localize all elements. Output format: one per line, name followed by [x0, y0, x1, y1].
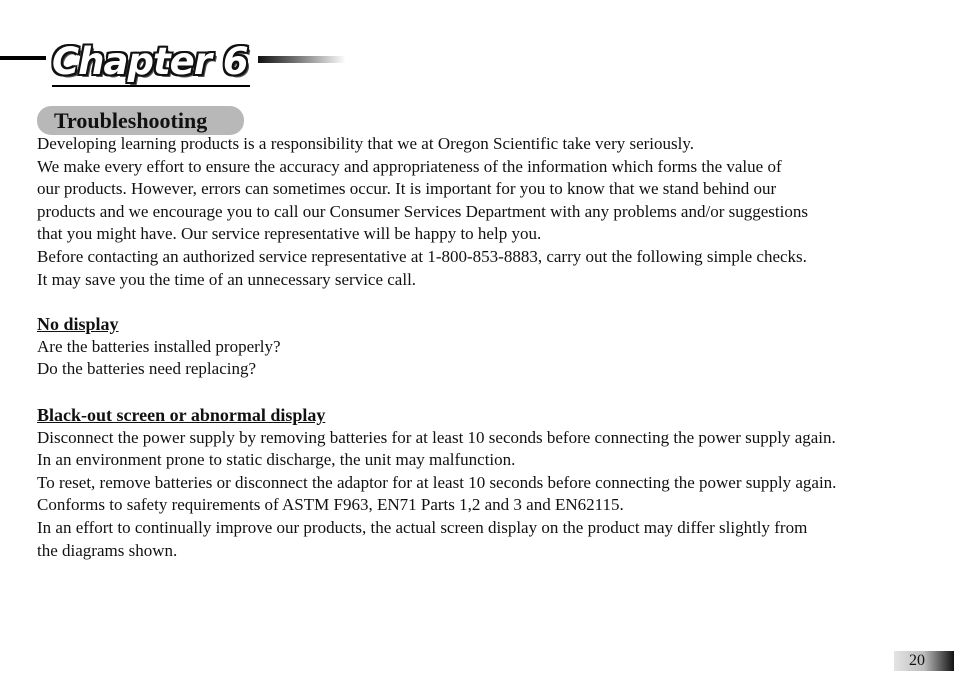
- spacer: [37, 381, 937, 404]
- document-body: [37, 133, 937, 562]
- intro-line: that you might have. Our service representative will be happy to help you.: [37, 224, 542, 244]
- blackout-line: Conforms to safety requirements of ASTM F963, EN71 Parts 1,2 and 3 and EN62115.: [37, 495, 624, 515]
- no-display-line: Do the batteries need replacing?: [37, 359, 257, 379]
- intro-line: We make every effort to ensure the accuracy and appropriateness of the information which forms the value of: [37, 156, 782, 176]
- intro-line: Developing learning products is a responsibility that we at Oregon Scientific take very seriously.: [37, 134, 695, 153]
- intro-line: It may save you the time of an unnecessary service call.: [37, 269, 417, 289]
- chapter-rule-right: [258, 56, 346, 63]
- no-display-section: [37, 313, 937, 381]
- blackout-line: In an effort to continually improve our products, the actual screen display on the product may differ slightly from: [37, 517, 808, 537]
- blackout-line: To reset, remove batteries or disconnect the adaptor for at least 10 seconds before connecting the power supply again.: [37, 472, 837, 492]
- intro-paragraph: [37, 133, 937, 291]
- blackout-line: In an environment prone to static discharge, the unit may malfunction.: [37, 450, 516, 470]
- intro-line: Before contacting an authorized service representative at 1-800-853-8883, carry out the following simple checks.: [37, 246, 807, 266]
- blackout-line: the diagrams shown.: [37, 540, 178, 560]
- blackout-line: Disconnect the power supply by removing batteries for at least 10 seconds before connecting the power supply again.: [37, 427, 836, 447]
- page-number: 20: [909, 652, 925, 669]
- section-title: Troubleshooting: [54, 108, 208, 133]
- spacer: [37, 291, 937, 313]
- chapter-rule-left: [0, 56, 46, 60]
- intro-line: products and we encourage you to call our Consumer Services Department with any problems and/or suggestions: [37, 201, 808, 221]
- chapter-title-underline: [52, 85, 250, 87]
- chapter-title: Chapter 6: [52, 40, 248, 83]
- no-display-line: Are the batteries installed properly?: [37, 336, 281, 356]
- blackout-section: [37, 404, 937, 562]
- no-display-heading: No display: [37, 314, 119, 335]
- blackout-heading: Black-out screen or abnormal display: [37, 404, 326, 425]
- intro-line: our products. However, errors can sometimes occur. It is important for you to know that we stand behind our: [37, 179, 777, 199]
